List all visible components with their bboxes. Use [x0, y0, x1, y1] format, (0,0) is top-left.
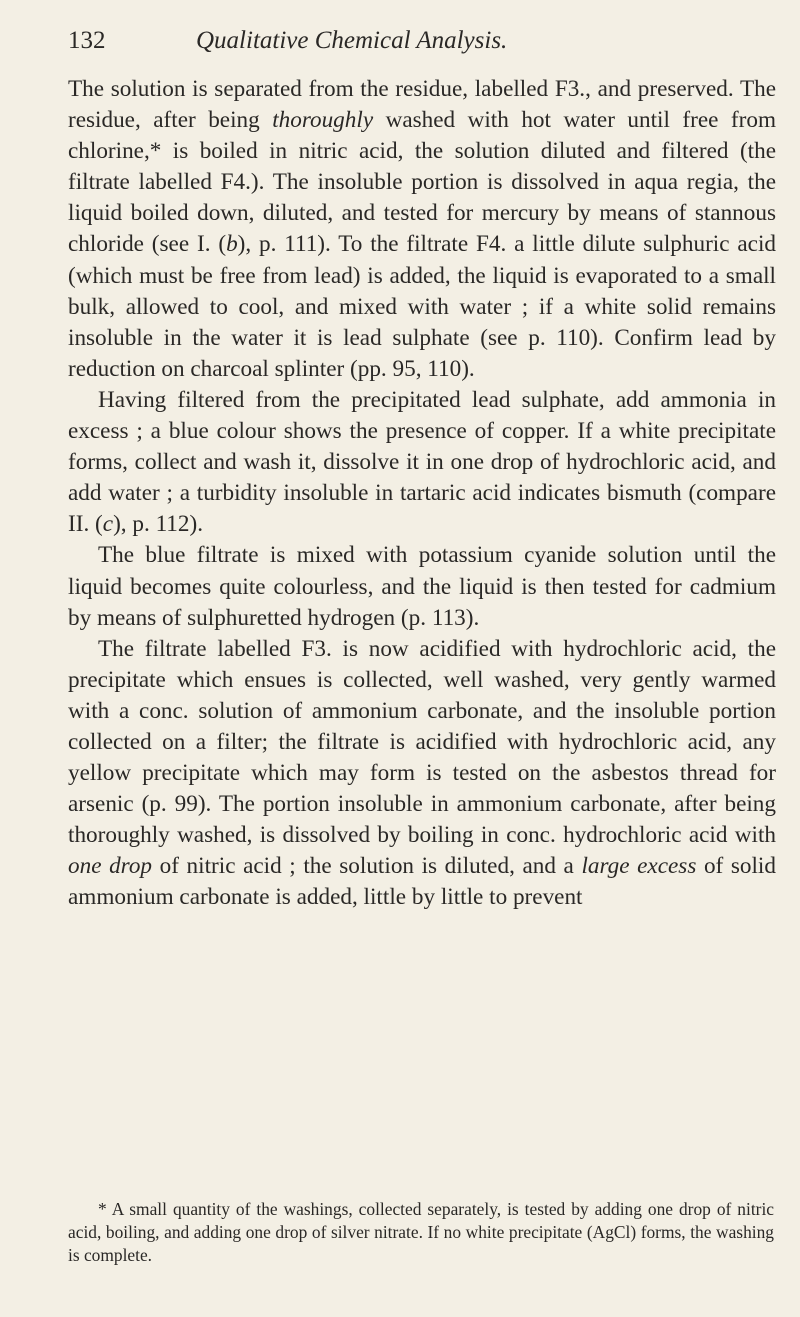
text-run: of nitric acid ; the solution is diluted, and a	[152, 853, 582, 880]
running-title: Qualitative Chemical Analysis.	[196, 27, 508, 54]
footnote: * A small quantity of the washings, collected separately, is tested by adding one drop of nitric acid, boiling, and adding one drop of silver nitrate. If no white precipitate (AgCl) forms, the washing is complete.	[68, 1199, 774, 1265]
italic-text: c	[102, 511, 114, 538]
text-run: The filtrate labelled F3. is now acidified with hydrochloric acid, the precipitate which ensues is collected, well washed, very gently warmed with a conc. solution of ammonium carbonate, and the insoluble portion collected on a filter; the filtrate is acidified with hydrochloric acid, any yellow precipitate which may form is tested on the asbestos thread for arsenic (p. 99). The portion insoluble in ammonium carbonate, after being thoroughly washed, is dissolved by boiling in conc. hydrochloric acid with	[68, 635, 776, 849]
italic-text: large excess	[581, 853, 697, 880]
paragraph	[68, 540, 776, 633]
paragraph	[68, 634, 776, 914]
text-run: ), p. 112).	[113, 511, 204, 538]
italic-text: one drop	[68, 853, 153, 880]
page-number: 132	[68, 27, 106, 54]
italic-text: b	[226, 231, 238, 258]
page-header	[68, 24, 768, 58]
paragraph	[68, 74, 776, 385]
text-run: of solid ammonium carbonate is added, little by little to prevent	[68, 853, 776, 911]
italic-text: thoroughly	[272, 107, 374, 134]
text-run: The blue filtrate is mixed with potassium cyanide solution until the liquid becomes quite colourless, and the liquid is then tested for cadmium by means of sulphuretted hydrogen (p. 113).	[68, 542, 776, 631]
text-run: washed with hot water until free from chlorine,* is boiled in nitric acid, the solution diluted and filtered (the filtrate labelled F4.). The insoluble portion is dissolved in aqua regia, the liquid boiled down, diluted, and tested for mercury by means of stannous chloride (see I. (	[68, 107, 776, 258]
text-run: ), p. 111). To the filtrate F4. a little dilute sulphuric acid (which must be free from lead) is added, the liquid is evaporated to a small bulk, allowed to cool, and mixed with water ; if a white solid remains insoluble in the water it is lead sulphate (see p. 110). Confirm lead by reduction on charcoal splinter (pp. 95, 110).	[68, 231, 776, 382]
text-run: The solution is separated from the residue, labelled F3., and preserved. The residue, after being	[68, 76, 776, 134]
body-text	[68, 74, 776, 914]
paragraph	[68, 385, 776, 540]
text-run: Having filtered from the precipitated lead sulphate, add ammonia in excess ; a blue colour shows the presence of copper. If a white precipitate forms, collect and wash it, dissolve it in one drop of hydrochloric acid, and add water ; a turbidity insoluble in tartaric acid indicates bismuth (compare II. (	[68, 386, 776, 538]
